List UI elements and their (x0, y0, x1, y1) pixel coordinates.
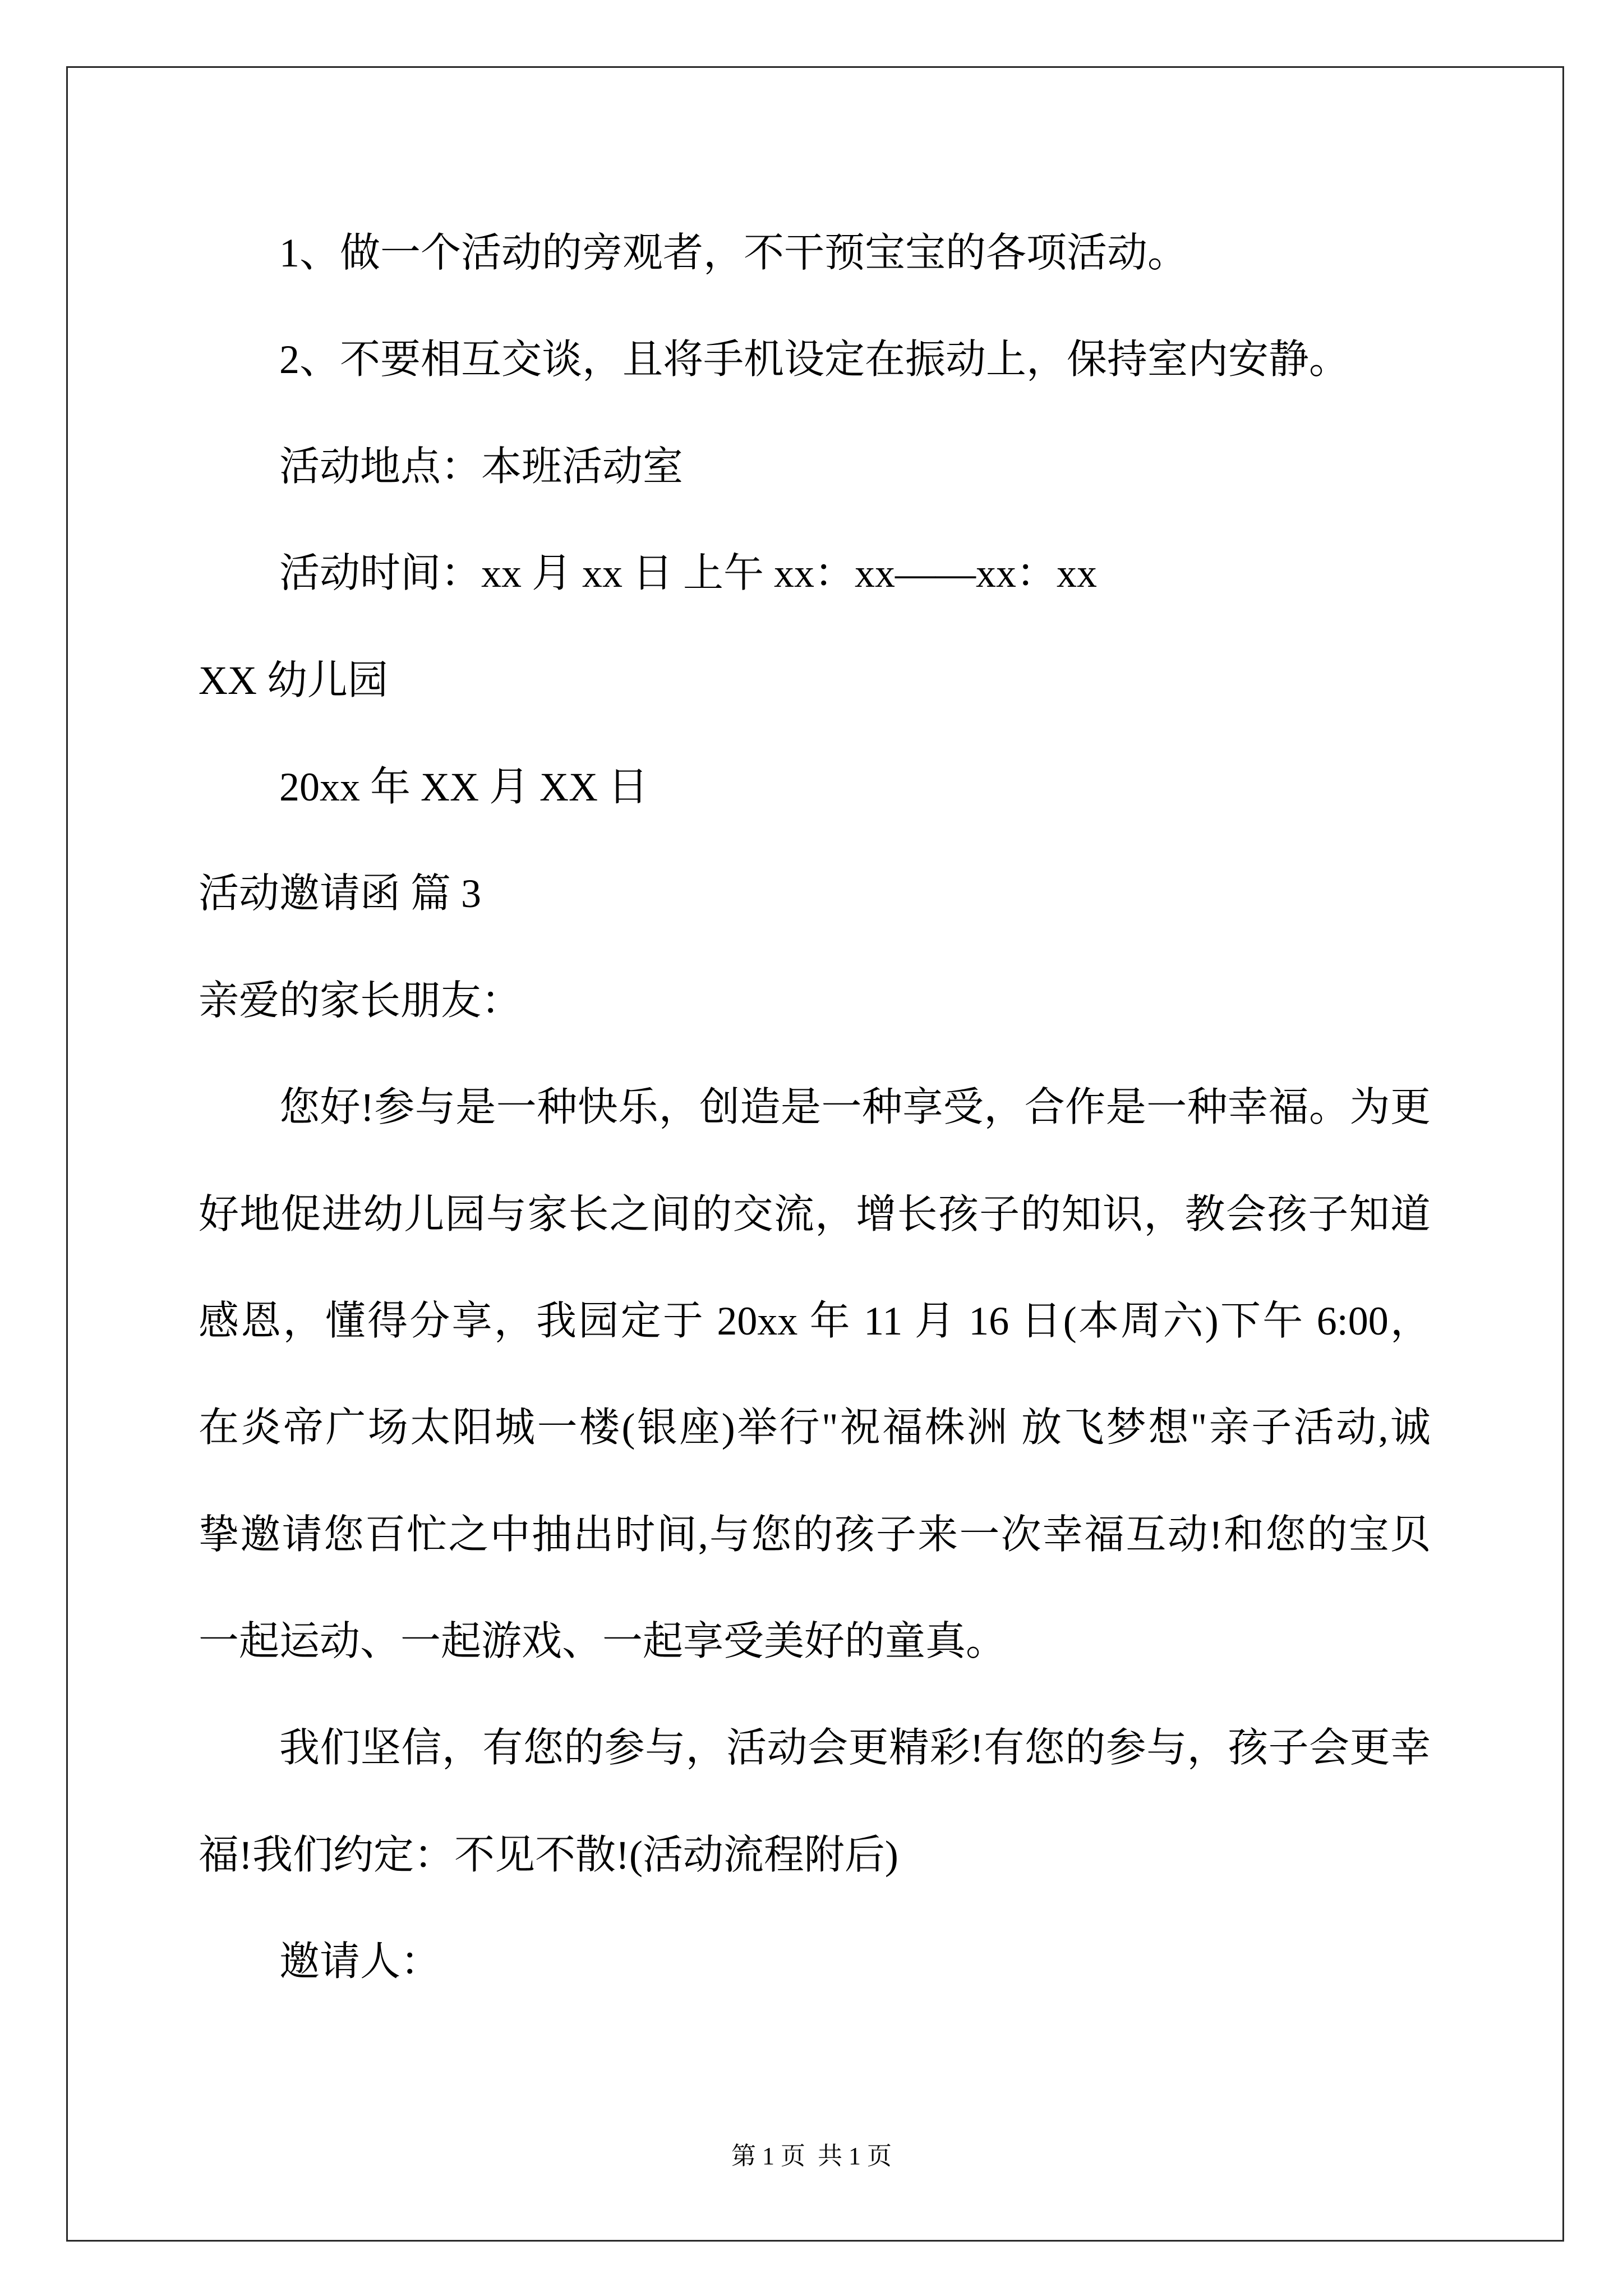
paragraph-line: 感恩，懂得分享，我园定于 20xx 年 11 月 16 日(本周六)下午 6:00， (199, 1298, 1431, 1343)
attendee-note-2: 2、不要相互交谈，且将手机设定在振动上，保持室内安静。 (279, 337, 1350, 383)
signature-organization: XX 幼儿园 (199, 657, 388, 703)
activity-location: 活动地点：本班活动室 (279, 444, 684, 489)
document-body (199, 200, 1431, 2016)
salutation: 亲爱的家长朋友： (199, 978, 522, 1023)
signature-date: 20xx 年 XX 月 XX 日 (279, 764, 648, 809)
invitation-paragraph-1 (199, 1054, 1431, 1695)
page-number-footer: 第 1 页 共 1 页 (731, 2142, 892, 2170)
activity-time: 活动时间：xx 月 xx 日 上午 xx：xx——xx：xx (279, 551, 1098, 596)
attendee-note-1: 1、做一个活动的旁观者，不干预宝宝的各项活动。 (279, 231, 1188, 275)
paragraph-line: 您好!参与是一种快乐，创造是一种享受，合作是一种幸福。为更 (279, 1085, 1431, 1130)
paragraph-line: 福!我们约定：不见不散!(活动流程附后) (199, 1832, 898, 1878)
attendee-notes (199, 200, 1431, 413)
paragraph-line: 好地促进幼儿园与家长之间的交流，增长孩子的知识，教会孩子知道 (199, 1191, 1431, 1237)
invitation-paragraph-2 (199, 1695, 1431, 1908)
paragraph-line: 挚邀请您百忙之中抽出时间,与您的孩子来一次幸福互动!和您的宝贝 (199, 1512, 1431, 1557)
paragraph-line: 我们坚信，有您的参与，活动会更精彩!有您的参与，孩子会更幸 (279, 1726, 1431, 1771)
paragraph-line: 一起运动、一起游戏、一起享受美好的童真。 (199, 1619, 1007, 1664)
inviter-label: 邀请人： (279, 1939, 441, 1985)
paragraph-line: 在炎帝广场太阳城一楼(银座)举行"祝福株洲 放飞梦想"亲子活动,诚 (199, 1405, 1431, 1451)
section-title: 活动邀请函 篇 3 (199, 871, 482, 917)
